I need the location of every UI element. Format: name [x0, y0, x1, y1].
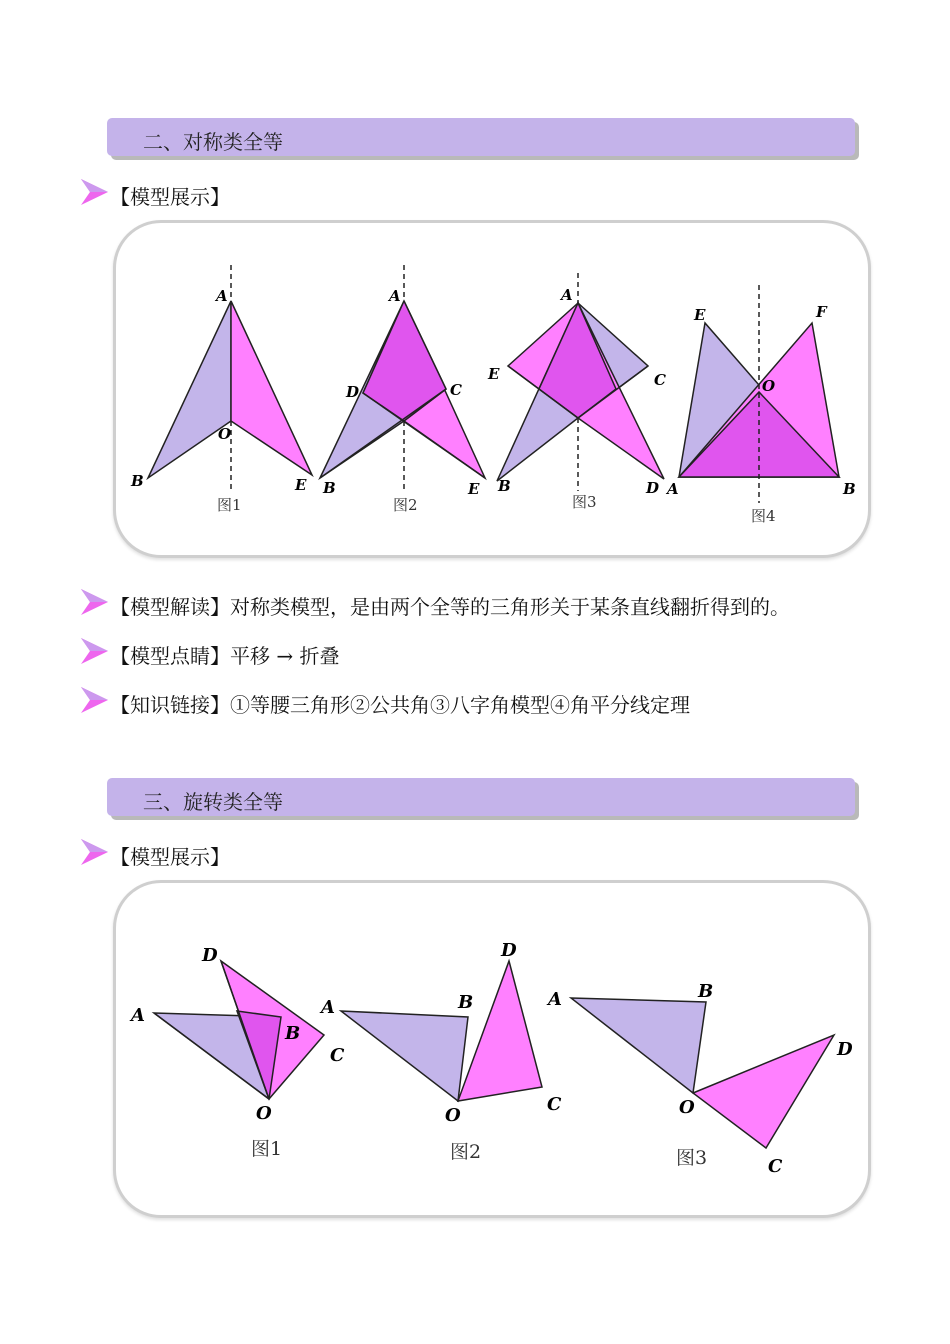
- rot-figure-3: [546, 981, 853, 1177]
- label-O: O: [445, 1105, 461, 1126]
- sym-figure-4: [665, 285, 856, 525]
- label-B: B: [285, 1023, 301, 1044]
- label-B: B: [843, 480, 856, 498]
- rotation-figures: [116, 883, 868, 1215]
- label-C: C: [450, 381, 462, 399]
- caption-fig2: 图2: [393, 496, 418, 514]
- label-E: E: [468, 480, 480, 498]
- caption-fig3: 图3: [572, 493, 597, 511]
- arrow-bullet-icon: [80, 683, 110, 717]
- rot-figure-2: [319, 940, 562, 1163]
- label-D: D: [501, 940, 517, 961]
- label-A: A: [389, 287, 401, 305]
- label-A: A: [131, 1005, 145, 1026]
- label-O: O: [762, 377, 776, 395]
- section2-figure-panel: [113, 220, 871, 558]
- label-C: C: [654, 371, 666, 389]
- label-B: B: [698, 981, 714, 1002]
- section3-title: 三、旋转类全等: [143, 790, 283, 814]
- label-F: F: [816, 303, 827, 321]
- section3-figure-panel: [113, 880, 871, 1218]
- label-D: D: [346, 383, 360, 401]
- label-D: D: [837, 1039, 853, 1060]
- label-A: A: [667, 480, 679, 498]
- rot-figure-1: [129, 945, 345, 1160]
- arrow-bullet-icon: [80, 835, 110, 869]
- arrow-bullet-icon: [80, 634, 110, 668]
- label-E: E: [295, 476, 307, 494]
- label-O: O: [218, 425, 232, 443]
- label-D: D: [202, 945, 218, 966]
- label-C: C: [330, 1045, 345, 1066]
- caption-fig3: 图3: [676, 1147, 708, 1169]
- section2-title: 二、对称类全等: [143, 130, 283, 154]
- caption-fig1: 图1: [251, 1138, 283, 1160]
- arrow-bullet-icon: [80, 175, 110, 209]
- caption-fig4: 图4: [751, 507, 776, 525]
- label-B: B: [131, 472, 144, 490]
- label-B: B: [458, 992, 474, 1013]
- section2-display-label: 【模型展示】: [110, 185, 230, 209]
- section3-banner: [107, 778, 855, 816]
- label-E: E: [488, 365, 500, 383]
- label-E: E: [694, 306, 706, 324]
- label-O: O: [679, 1097, 695, 1118]
- sym-figure-1: [130, 265, 312, 514]
- section2-links: 【知识链接】①等腰三角形②公共角③八字角模型④角平分线定理: [110, 693, 690, 717]
- section2-interpret: 【模型解读】对称类模型，是由两个全等的三角形关于某条直线翻折得到的。: [110, 595, 790, 619]
- label-O: O: [256, 1103, 272, 1124]
- label-B: B: [323, 479, 336, 497]
- section2-banner: [107, 118, 855, 156]
- label-A: A: [561, 286, 573, 304]
- sym-figure-2: [320, 265, 485, 514]
- label-A: A: [216, 287, 228, 305]
- section3-display-label: 【模型展示】: [110, 845, 230, 869]
- label-C: C: [768, 1156, 783, 1177]
- label-C: C: [547, 1094, 562, 1115]
- symmetry-figures: [116, 223, 868, 555]
- label-A: A: [548, 989, 562, 1010]
- arrow-bullet-icon: [80, 585, 110, 619]
- label-A: A: [321, 997, 335, 1018]
- section2-keypoint: 【模型点睛】平移 → 折叠: [110, 644, 340, 668]
- label-D: D: [646, 479, 660, 497]
- caption-fig2: 图2: [450, 1141, 482, 1163]
- sym-figure-3: [487, 273, 666, 511]
- label-B: B: [498, 477, 511, 495]
- caption-fig1: 图1: [217, 496, 242, 514]
